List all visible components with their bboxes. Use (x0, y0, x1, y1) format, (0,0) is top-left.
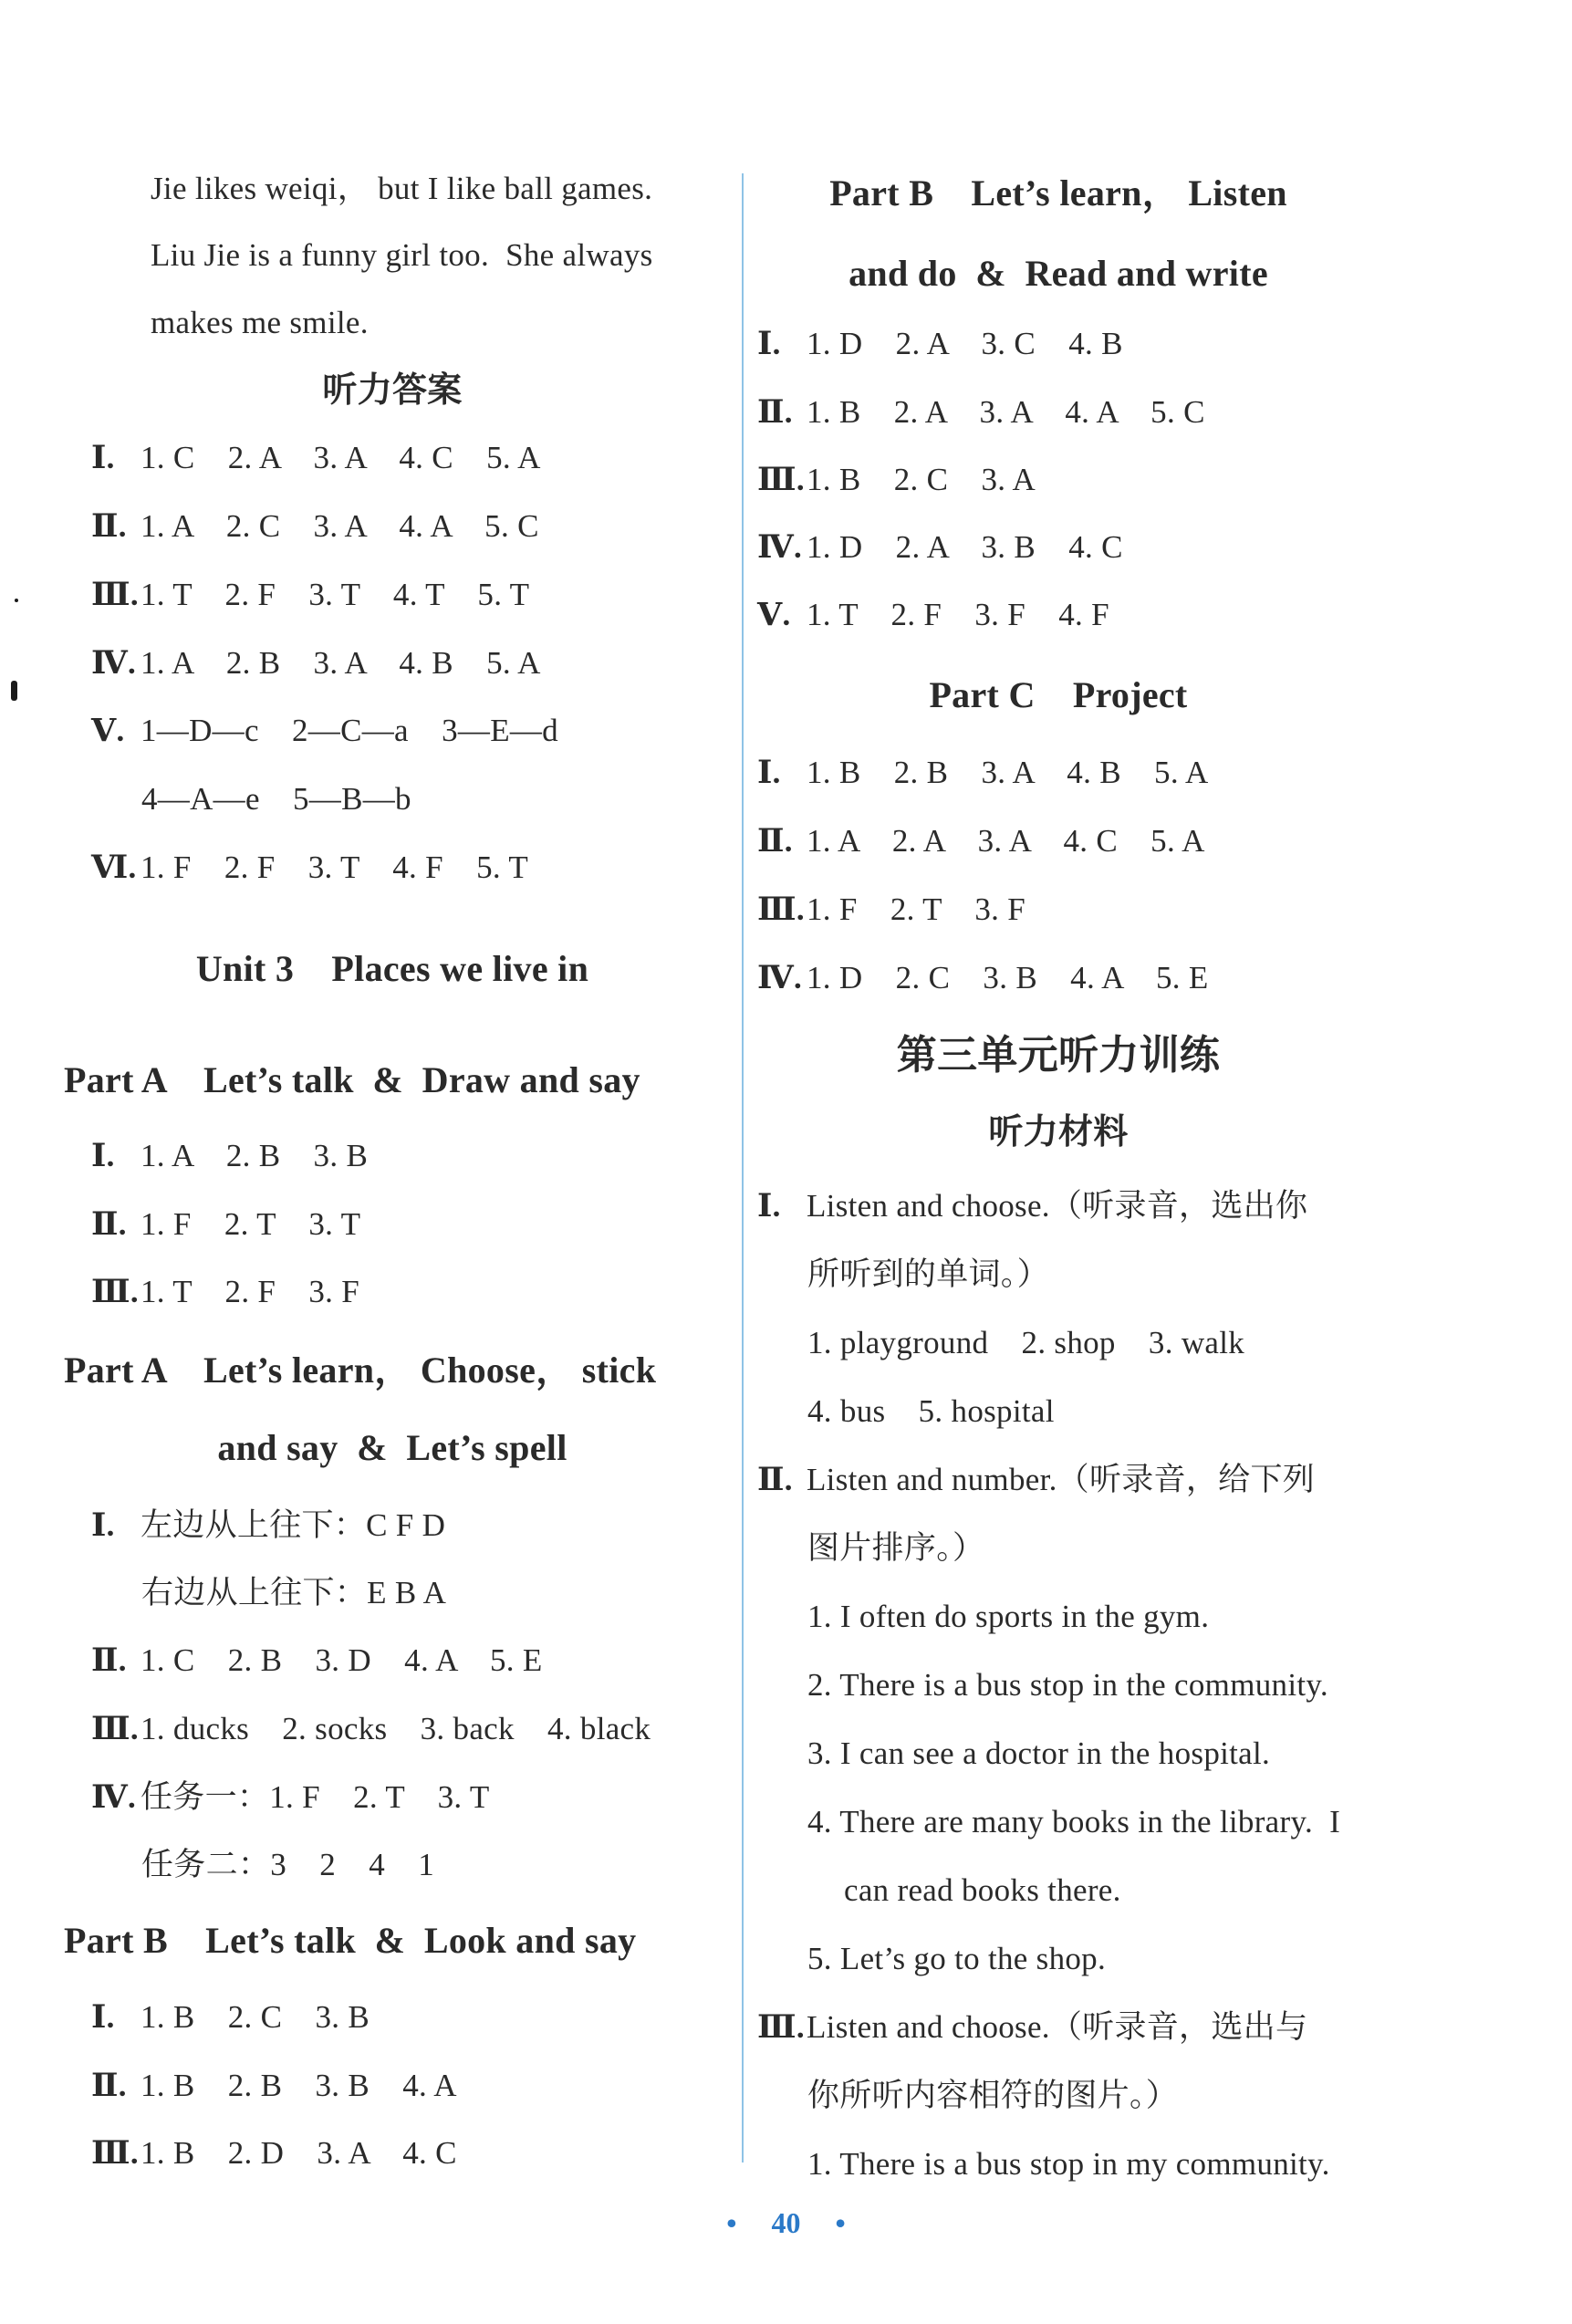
roman-numeral: Ⅱ. (757, 823, 793, 859)
indented-line: 1. I often do sports in the gym. (807, 1599, 1210, 1634)
answer-line (757, 392, 1205, 432)
answer-line (91, 438, 541, 478)
answer-line (91, 1204, 360, 1245)
roman-numeral: Ⅴ. (757, 597, 791, 632)
answer-text: Listen and choose.（听录音，选出你 (807, 1188, 1308, 1224)
answer-line (91, 2133, 457, 2173)
indented-line: 5. Let’s go to the shop. (807, 1941, 1107, 1976)
answer-text: 1. B 2. D 3. A 4. C (141, 2135, 457, 2171)
roman-numeral: Ⅱ. (91, 2068, 127, 2103)
roman-numeral: Ⅴ. (91, 713, 125, 748)
indented-line: 2. There is a bus stop in the community. (807, 1667, 1328, 1703)
roman-numeral: Ⅱ. (91, 1642, 127, 1678)
text-line: Liu Jie is a funny girl too. She always (151, 237, 653, 273)
answer-text: 1. D 2. A 3. B 4. C (807, 529, 1123, 565)
indented-line: 任务二：3 2 4 1 (141, 1847, 435, 1882)
answer-line (757, 1460, 1315, 1500)
roman-numeral: Ⅲ. (91, 577, 139, 612)
roman-numeral: Ⅳ. (91, 1779, 137, 1815)
roman-numeral: Ⅱ. (757, 1462, 793, 1497)
text-line: Jie likes weiqi， but I like ball games. (151, 171, 653, 206)
roman-numeral: Ⅱ. (757, 394, 793, 430)
roman-numeral: Ⅳ. (91, 645, 137, 681)
answer-line (91, 575, 529, 615)
answer-text: 1—D—c 2—C—a 3—E—d (141, 713, 558, 748)
answer-line (757, 2007, 1307, 2048)
roman-numeral: Ⅰ. (91, 1138, 115, 1173)
section-heading: Part C Project (929, 674, 1188, 715)
answer-line (91, 1506, 445, 1546)
answer-line (91, 1777, 490, 1818)
answer-line (757, 821, 1205, 861)
answer-text: 1. T 2. F 3. F (141, 1274, 360, 1309)
answer-text: 1. A 2. C 3. A 4. A 5. C (141, 508, 539, 544)
answer-line (757, 1186, 1307, 1226)
answer-line (757, 753, 1209, 793)
answer-text: 1. F 2. F 3. T 4. F 5. T (141, 849, 529, 885)
indented-line: 右边从上往下：E B A (141, 1575, 447, 1610)
roman-numeral: Ⅱ. (91, 1206, 127, 1242)
answer-text: 1. C 2. B 3. D 4. A 5. E (141, 1642, 543, 1678)
answer-line (757, 324, 1123, 364)
answer-text: 左边从上往下：C F D (141, 1507, 446, 1543)
roman-numeral: Ⅲ. (757, 462, 805, 497)
roman-numeral: Ⅲ. (757, 891, 805, 927)
answer-line (91, 711, 558, 751)
answer-text: 1. A 2. B 3. A 4. B 5. A (141, 645, 541, 681)
roman-numeral: Ⅰ. (91, 1999, 115, 2035)
answer-text: 1. F 2. T 3. F (807, 891, 1026, 927)
answer-line (91, 1641, 543, 1681)
answer-line (757, 595, 1109, 635)
answer-line (757, 890, 1025, 930)
answer-line (91, 1136, 368, 1176)
answer-line (91, 1997, 370, 2037)
answer-text: 1. T 2. F 3. F 4. F (807, 597, 1109, 632)
indented-line: 3. I can see a doctor in the hospital. (807, 1735, 1271, 1771)
roman-numeral: Ⅵ. (91, 849, 137, 885)
section-heading: and say & Let’s spell (217, 1427, 567, 1468)
indented-line: 所听到的单词。） (807, 1256, 1049, 1292)
answer-text: 1. ducks 2. socks 3. back 4. black (141, 1711, 651, 1746)
page-dot-left: • (726, 2206, 737, 2239)
indented-line: 1. playground 2. shop 3. walk (807, 1325, 1245, 1360)
answer-text: Listen and number.（听录音，给下列 (807, 1462, 1316, 1497)
indented-line: 你所听内容相符的图片。） (807, 2078, 1179, 2113)
answer-text: Listen and choose.（听录音，选出与 (807, 2009, 1308, 2045)
answer-line (91, 1272, 359, 1312)
roman-numeral: Ⅳ. (757, 960, 803, 995)
roman-numeral: Ⅲ. (91, 1711, 139, 1746)
indented-line: can read books there. (844, 1872, 1121, 1908)
section-heading: Part A Let’s talk & Draw and say (64, 1059, 640, 1100)
roman-numeral: Ⅰ. (757, 1188, 781, 1224)
answer-line (91, 1709, 651, 1749)
answer-text: 任务一：1. F 2. T 3. T (141, 1779, 490, 1815)
answer-line (757, 958, 1209, 998)
answer-text: 1. D 2. C 3. B 4. A 5. E (807, 960, 1209, 995)
chinese-heading: 听力材料 (988, 1111, 1129, 1152)
roman-numeral: Ⅲ. (757, 2009, 805, 2045)
roman-numeral: Ⅰ. (757, 326, 781, 361)
roman-numeral: Ⅰ. (91, 1507, 115, 1543)
indented-line: 4—A—e 5—B—b (141, 781, 411, 817)
answer-text: 1. B 2. C 3. B (141, 1999, 370, 2035)
scan-mark (11, 681, 17, 701)
indented-line: 4. bus 5. hospital (807, 1393, 1055, 1429)
section-heading: Unit 3 Places we live in (195, 948, 589, 989)
answer-text: 1. C 2. A 3. A 4. C 5. A (141, 440, 541, 475)
answer-text: 1. B 2. B 3. A 4. B 5. A (807, 755, 1209, 790)
answer-line (91, 848, 528, 888)
answer-text: 1. B 2. B 3. B 4. A (141, 2068, 457, 2103)
section-heading: Part B Let’s learn， Listen (829, 172, 1287, 214)
answer-text: 1. A 2. A 3. A 4. C 5. A (807, 823, 1205, 859)
answer-text: 1. A 2. B 3. B (141, 1138, 369, 1173)
answer-text: 1. D 2. A 3. C 4. B (807, 326, 1123, 361)
text-line: makes me smile. (151, 305, 369, 340)
indented-line: 4. There are many books in the library. I (807, 1804, 1341, 1839)
answer-text: 1. B 2. A 3. A 4. A 5. C (807, 394, 1205, 430)
indented-line: 1. There is a bus stop in my community. (807, 2146, 1330, 2182)
answer-text: 1. T 2. F 3. T 4. T 5. T (141, 577, 530, 612)
indented-line: 图片排序。） (807, 1530, 985, 1566)
scan-dot (15, 599, 18, 602)
answer-text: 1. B 2. C 3. A (807, 462, 1036, 497)
roman-numeral: Ⅰ. (757, 755, 781, 790)
column-divider (742, 173, 744, 2162)
roman-numeral: Ⅲ. (91, 1274, 139, 1309)
chinese-heading: 听力答案 (322, 370, 463, 410)
section-heading: and do & Read and write (848, 253, 1268, 294)
answer-line (91, 643, 541, 683)
answer-line (91, 2066, 457, 2106)
roman-numeral: Ⅳ. (757, 529, 803, 565)
page-number-value: 40 (771, 2206, 801, 2239)
section-heading: Part B Let’s talk & Look and say (64, 1920, 637, 1961)
answer-line (91, 506, 539, 547)
section-heading: Part A Let’s learn， Choose， stick (64, 1350, 657, 1391)
answer-line (757, 460, 1036, 500)
answer-line (757, 527, 1123, 568)
roman-numeral: Ⅲ. (91, 2135, 139, 2171)
page-dot-right: • (835, 2206, 846, 2239)
chinese-title: 第三单元听力训练 (896, 1032, 1221, 1079)
answer-text: 1. F 2. T 3. T (141, 1206, 361, 1242)
page-number (0, 2206, 1572, 2240)
roman-numeral: Ⅱ. (91, 508, 127, 544)
roman-numeral: Ⅰ. (91, 440, 115, 475)
